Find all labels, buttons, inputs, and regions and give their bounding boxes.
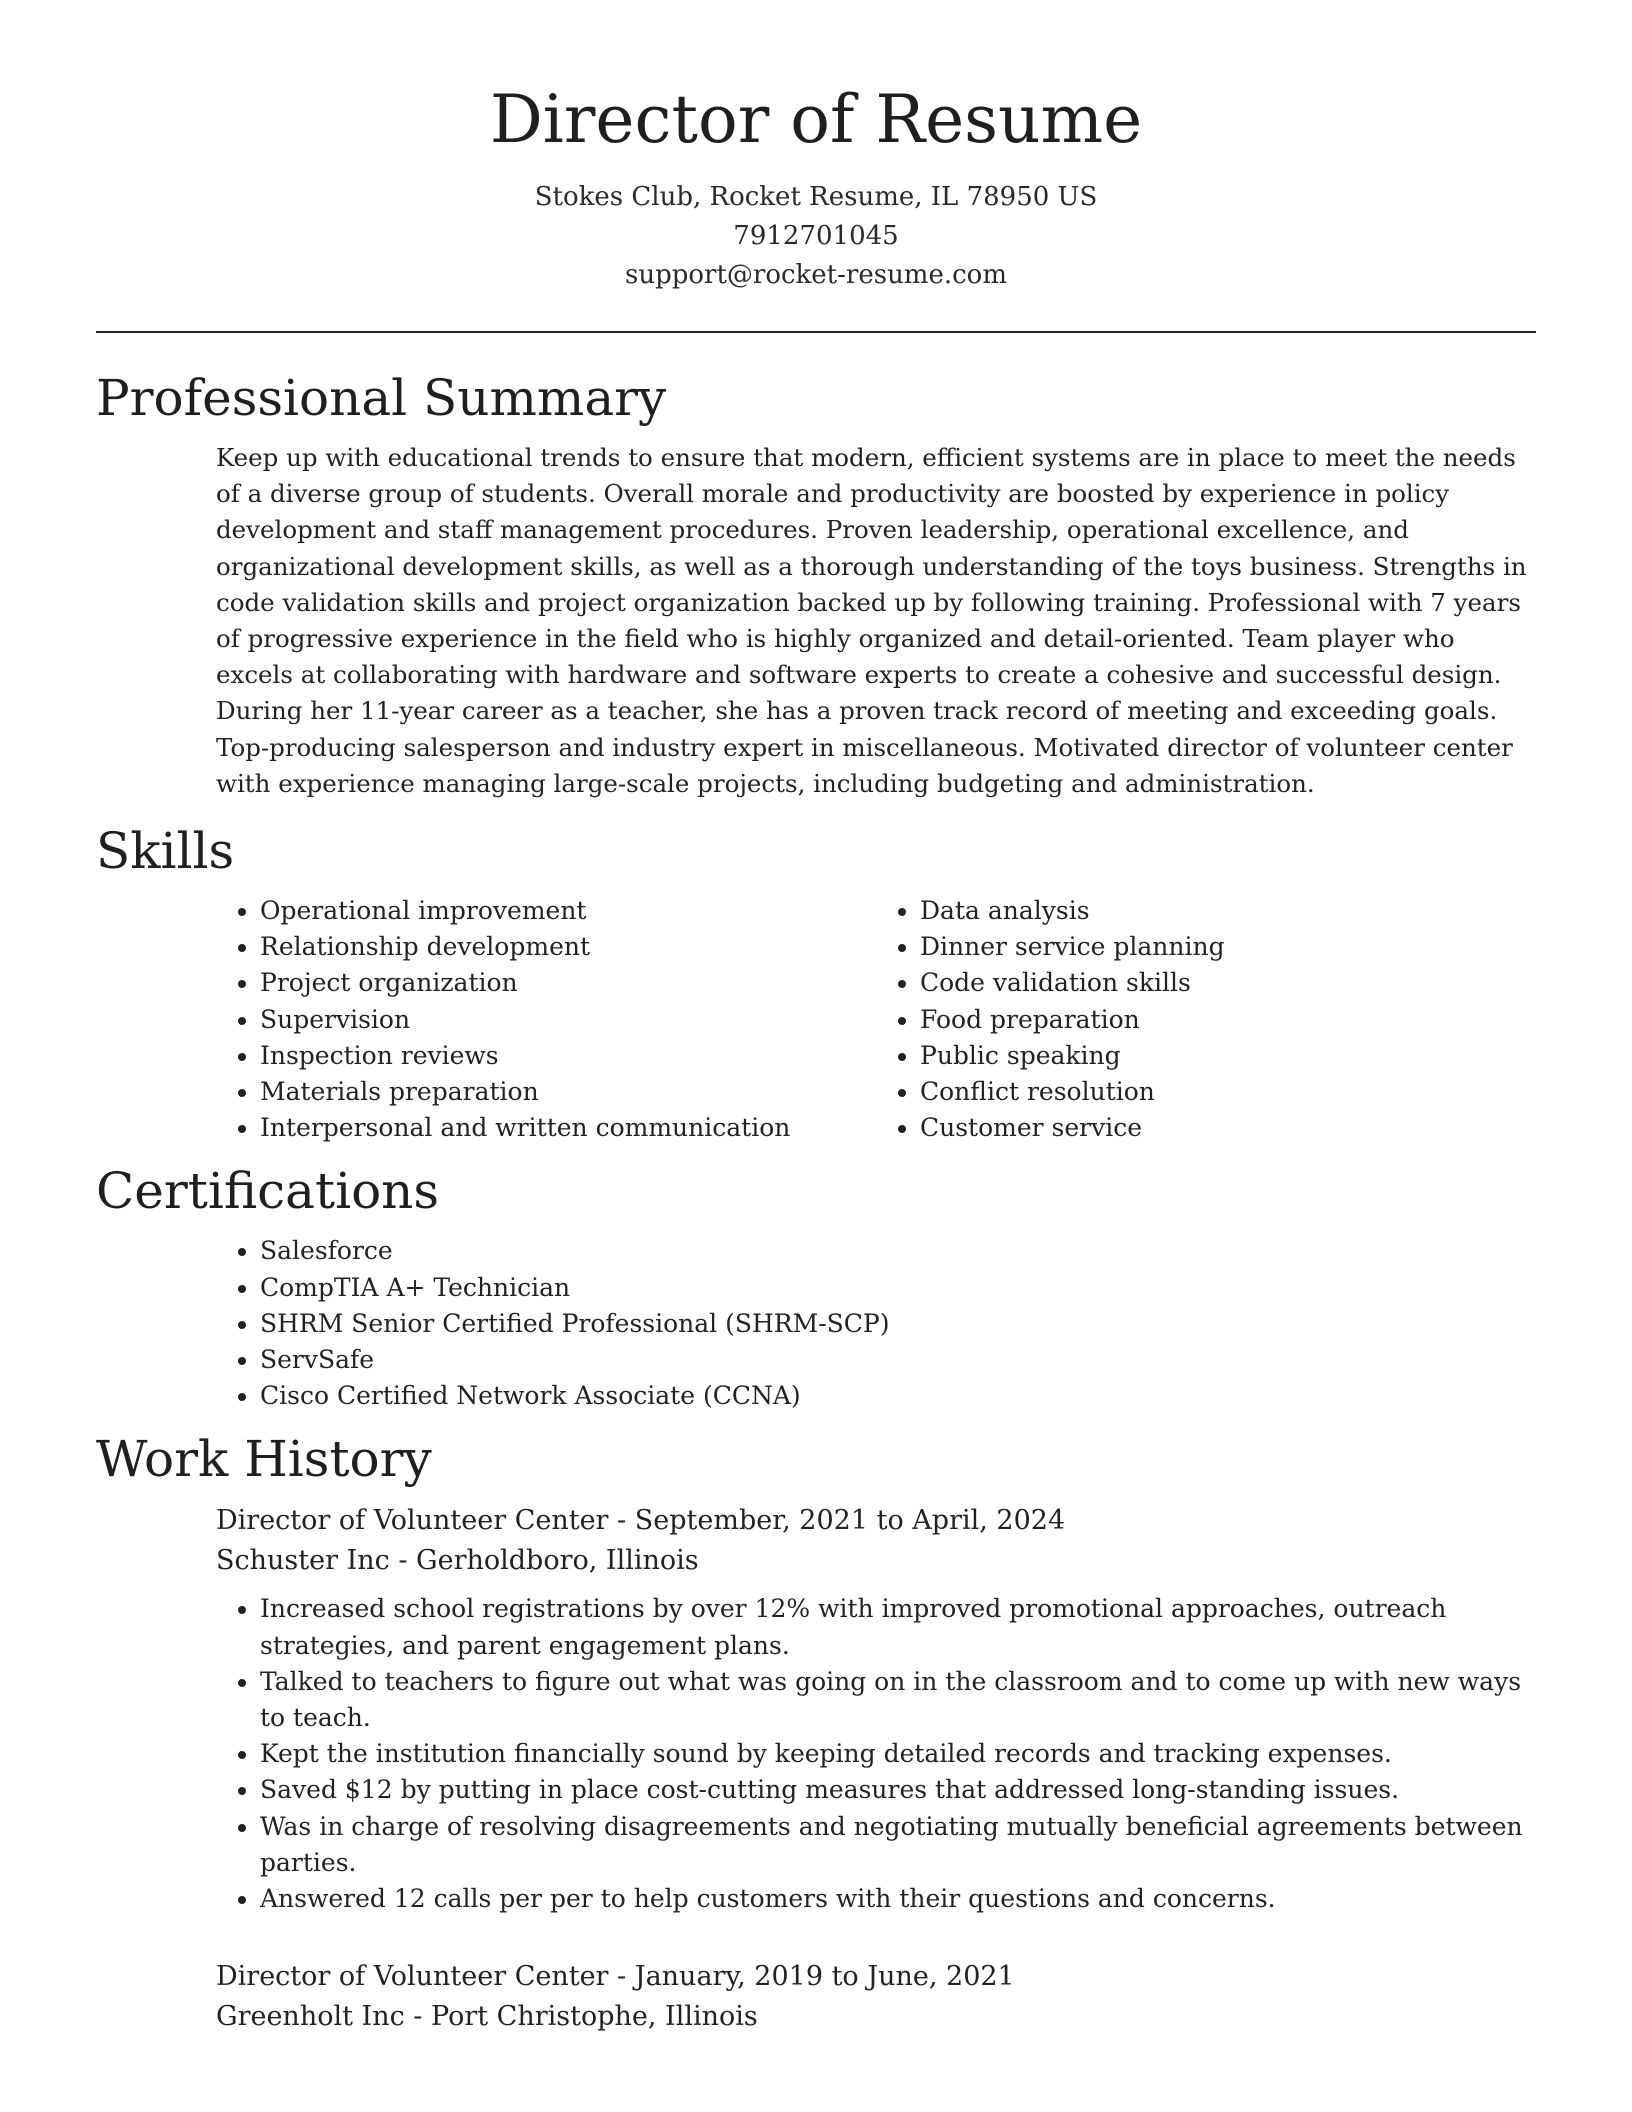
- job-duty-item: • Was in charge of resolving disagreements and negotiating mutually beneficial agreements between parties.: [260, 1809, 1536, 1881]
- resume-header: [96, 0, 1536, 295]
- skill-item: • Customer service: [920, 1110, 1536, 1146]
- work-history-body: [96, 1501, 1536, 2037]
- skill-item: • Operational improvement: [260, 893, 876, 929]
- skill-item: • Relationship development: [260, 929, 876, 965]
- header-divider: [96, 331, 1536, 333]
- job-title-dates: Director of Volunteer Center - September, 2021 to April, 2024: [216, 1505, 1066, 1537]
- certification-item: • ServSafe: [260, 1342, 1536, 1378]
- skill-item: • Data analysis: [920, 893, 1536, 929]
- work-history-section: [96, 1432, 1536, 2037]
- certification-item: • Salesforce: [260, 1233, 1536, 1269]
- job-company-location: Greenholt Inc - Port Christophe, Illinois: [216, 2001, 758, 2033]
- skill-item: • Project organization: [260, 965, 876, 1001]
- resume-name: Director of Resume: [489, 81, 1143, 158]
- skills-section: [96, 821, 1536, 1146]
- certification-item: • Cisco Certified Network Associate (CCNA): [260, 1378, 1536, 1414]
- skill-item: • Code validation skills: [920, 965, 1536, 1001]
- work-history-title: Work History: [96, 1430, 432, 1489]
- skill-item: • Materials preparation: [260, 1074, 876, 1110]
- job-entry: [216, 1501, 1536, 1917]
- skill-item: • Dinner service planning: [920, 929, 1536, 965]
- certifications-title: Certifications: [96, 1162, 440, 1221]
- job-duty-item: • Kept the institution financially sound by keeping detailed records and tracking expenses.: [260, 1736, 1536, 1772]
- summary-text: Keep up with educational trends to ensure that modern, efficient systems are in place to meet the needs of a diverse group of students. Overall morale and productivity are boosted by experience in policy development and staff management procedures. Proven leadership, operational excellence, and organizational development skills, as well as a thorough understanding of the toys business. Strengths in code validation skills and project organization backed up by following training. Professional with 7 years of progressive experience in the field who is highly organized and detail-oriented. Team player who excels at collaborating with hardware and software experts to create a cohesive and successful design. During her 11-year career as a teacher, she has a proven track record of meeting and exceeding goals. Top-producing salesperson and industry expert in miscellaneous. Motivated director of volunteer center with experience managing large-scale projects, including budgeting and administration.: [216, 442, 1527, 798]
- contact-address: Stokes Club, Rocket Resume, IL 78950 US: [534, 181, 1098, 212]
- certification-item: • SHRM Senior Certified Professional (SHRM-SCP): [260, 1306, 1536, 1342]
- skills-list-left: [216, 893, 876, 1146]
- summary-body: [96, 440, 1536, 802]
- skills-title: Skills: [96, 821, 235, 880]
- summary-section: [96, 368, 1536, 802]
- skills-list-right: [876, 893, 1536, 1146]
- job-duty-item: • Increased school registrations by over 12% with improved promotional approaches, outreach strategies, and parent engagement plans.: [260, 1591, 1536, 1663]
- job-duty-item: • Answered 12 calls per per to help customers with their questions and concerns.: [260, 1881, 1536, 1917]
- skill-item: • Supervision: [260, 1002, 876, 1038]
- job-duty-item: • Saved $12 by putting in place cost-cutting measures that addressed long-standing issues.: [260, 1772, 1536, 1808]
- job-duty-item: • Talked to teachers to figure out what was going on in the classroom and to come up with new ways to teach.: [260, 1664, 1536, 1736]
- skill-item: • Interpersonal and written communication: [260, 1110, 876, 1146]
- contact-email: support@rocket-resume.com: [624, 259, 1007, 290]
- skill-item: • Public speaking: [920, 1038, 1536, 1074]
- job-company-location: Schuster Inc - Gerholdboro, Illinois: [216, 1545, 699, 1577]
- skill-item: • Food preparation: [920, 1002, 1536, 1038]
- skills-columns: [96, 893, 1536, 1146]
- contact-phone: 7912701045: [733, 220, 899, 251]
- job-duties-list: [216, 1591, 1536, 1917]
- certifications-list: [216, 1233, 1536, 1414]
- job-entry: [216, 1957, 1536, 2037]
- contact-block: [96, 178, 1536, 295]
- skill-item: • Inspection reviews: [260, 1038, 876, 1074]
- certification-item: • CompTIA A+ Technician: [260, 1270, 1536, 1306]
- summary-title: Professional Summary: [96, 368, 667, 427]
- certifications-body: [96, 1233, 1536, 1414]
- job-title-dates: Director of Volunteer Center - January, 2019 to June, 2021: [216, 1961, 1015, 1993]
- skill-item: • Conflict resolution: [920, 1074, 1536, 1110]
- certifications-section: [96, 1164, 1536, 1414]
